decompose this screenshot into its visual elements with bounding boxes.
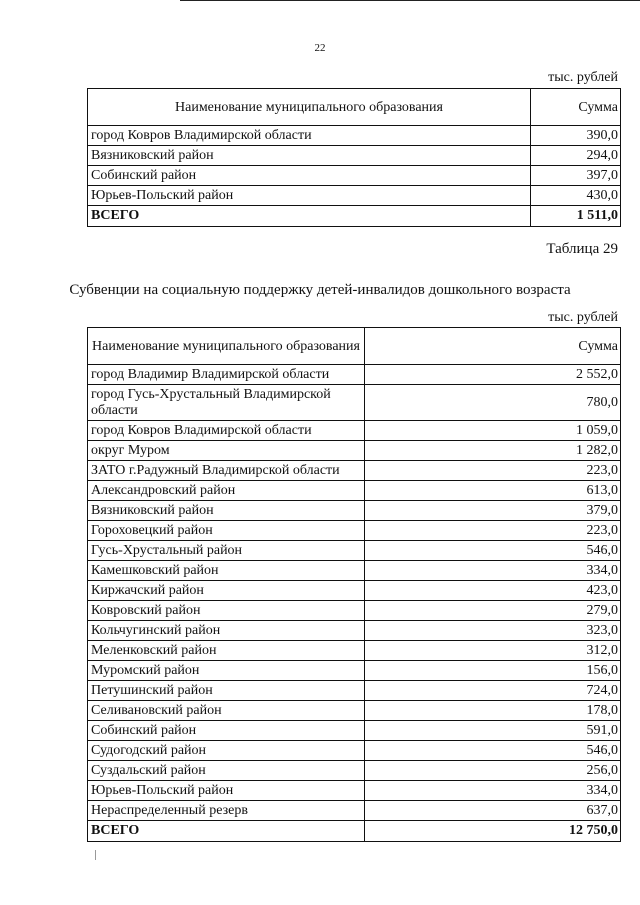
table-row	[88, 681, 621, 701]
total-sum: 12 750,0	[365, 821, 621, 842]
row-name: город Ковров Владимирской области	[88, 126, 531, 146]
row-name: Кольчугинский район	[88, 621, 365, 641]
row-name: Юрьев-Польский район	[88, 781, 365, 801]
row-sum: 546,0	[365, 741, 621, 761]
table2-title: Субвенции на социальную поддержку детей-инвалидов дошкольного возраста	[69, 282, 571, 298]
table2-number-label: Таблица 29	[546, 241, 618, 257]
row-sum: 156,0	[365, 661, 621, 681]
row-sum: 780,0	[365, 385, 621, 421]
top-border-line	[180, 0, 640, 1]
table-row	[88, 441, 621, 461]
table2-header-row	[88, 328, 621, 365]
table-row	[88, 146, 621, 166]
row-name: округ Муром	[88, 441, 365, 461]
row-sum: 423,0	[365, 581, 621, 601]
total-sum: 1 511,0	[531, 206, 621, 227]
row-sum: 312,0	[365, 641, 621, 661]
total-label: ВСЕГО	[88, 821, 365, 842]
row-sum: 256,0	[365, 761, 621, 781]
row-name: Нераспределенный резерв	[88, 801, 365, 821]
table-row	[88, 365, 621, 385]
table-row	[88, 501, 621, 521]
row-name: город Гусь-Хрустальный Владимирской области	[88, 385, 365, 421]
row-sum: 294,0	[531, 146, 621, 166]
row-sum: 430,0	[531, 186, 621, 206]
table-row	[88, 781, 621, 801]
table-row	[88, 741, 621, 761]
table1	[87, 88, 621, 227]
table2-header-sum: Сумма	[365, 328, 621, 365]
row-name: Гороховецкий район	[88, 521, 365, 541]
row-sum: 334,0	[365, 561, 621, 581]
row-name: Вязниковский район	[88, 501, 365, 521]
row-sum: 279,0	[365, 601, 621, 621]
row-sum: 546,0	[365, 541, 621, 561]
row-name: Гусь-Хрустальный район	[88, 541, 365, 561]
row-name: Суздальский район	[88, 761, 365, 781]
row-sum: 397,0	[531, 166, 621, 186]
row-name: Судогодский район	[88, 741, 365, 761]
row-sum: 323,0	[365, 621, 621, 641]
table-row	[88, 621, 621, 641]
row-name: Собинский район	[88, 721, 365, 741]
table-row	[88, 561, 621, 581]
table-row	[88, 126, 621, 146]
table-row	[88, 581, 621, 601]
row-sum: 637,0	[365, 801, 621, 821]
row-sum: 223,0	[365, 461, 621, 481]
row-sum: 1 059,0	[365, 421, 621, 441]
table-row	[88, 461, 621, 481]
table-row	[88, 481, 621, 501]
row-name: Муромский район	[88, 661, 365, 681]
row-sum: 2 552,0	[365, 365, 621, 385]
row-name: Киржачский район	[88, 581, 365, 601]
table-row	[88, 186, 621, 206]
total-label: ВСЕГО	[88, 206, 531, 227]
table1-header-sum: Сумма	[531, 89, 621, 126]
table-row	[88, 701, 621, 721]
row-sum: 334,0	[365, 781, 621, 801]
table2-unit: тыс. рублей	[548, 310, 618, 325]
row-name: Камешковский район	[88, 561, 365, 581]
row-name: Собинский район	[88, 166, 531, 186]
row-name: Петушинский район	[88, 681, 365, 701]
table-row	[88, 601, 621, 621]
row-name: город Владимир Владимирской области	[88, 365, 365, 385]
table-row	[88, 661, 621, 681]
row-name: ЗАТО г.Радужный Владимирской области	[88, 461, 365, 481]
table-row	[88, 641, 621, 661]
row-sum: 223,0	[365, 521, 621, 541]
table-row	[88, 761, 621, 781]
table-row	[88, 541, 621, 561]
row-sum: 178,0	[365, 701, 621, 721]
row-sum: 390,0	[531, 126, 621, 146]
table-row	[88, 801, 621, 821]
total-row	[88, 821, 621, 842]
row-sum: 613,0	[365, 481, 621, 501]
table1-header-name: Наименование муниципального образования	[88, 89, 531, 126]
page-number: 22	[314, 42, 326, 54]
row-name: Меленковский район	[88, 641, 365, 661]
table-row	[88, 721, 621, 741]
row-name: Юрьев-Польский район	[88, 186, 531, 206]
table2-header-name: Наименование муниципального образования	[88, 328, 365, 365]
table-row	[88, 421, 621, 441]
row-sum: 1 282,0	[365, 441, 621, 461]
row-name: город Ковров Владимирской области	[88, 421, 365, 441]
row-name: Вязниковский район	[88, 146, 531, 166]
table-row	[88, 166, 621, 186]
table-row	[88, 385, 621, 421]
total-row	[88, 206, 621, 227]
table2	[87, 327, 621, 842]
table-row	[88, 521, 621, 541]
row-sum: 591,0	[365, 721, 621, 741]
row-sum: 724,0	[365, 681, 621, 701]
row-sum: 379,0	[365, 501, 621, 521]
scan-mark	[95, 850, 96, 860]
row-name: Ковровский район	[88, 601, 365, 621]
table1-unit: тыс. рублей	[548, 70, 618, 85]
table1-header-row	[88, 89, 621, 126]
row-name: Селивановский район	[88, 701, 365, 721]
row-name: Александровский район	[88, 481, 365, 501]
